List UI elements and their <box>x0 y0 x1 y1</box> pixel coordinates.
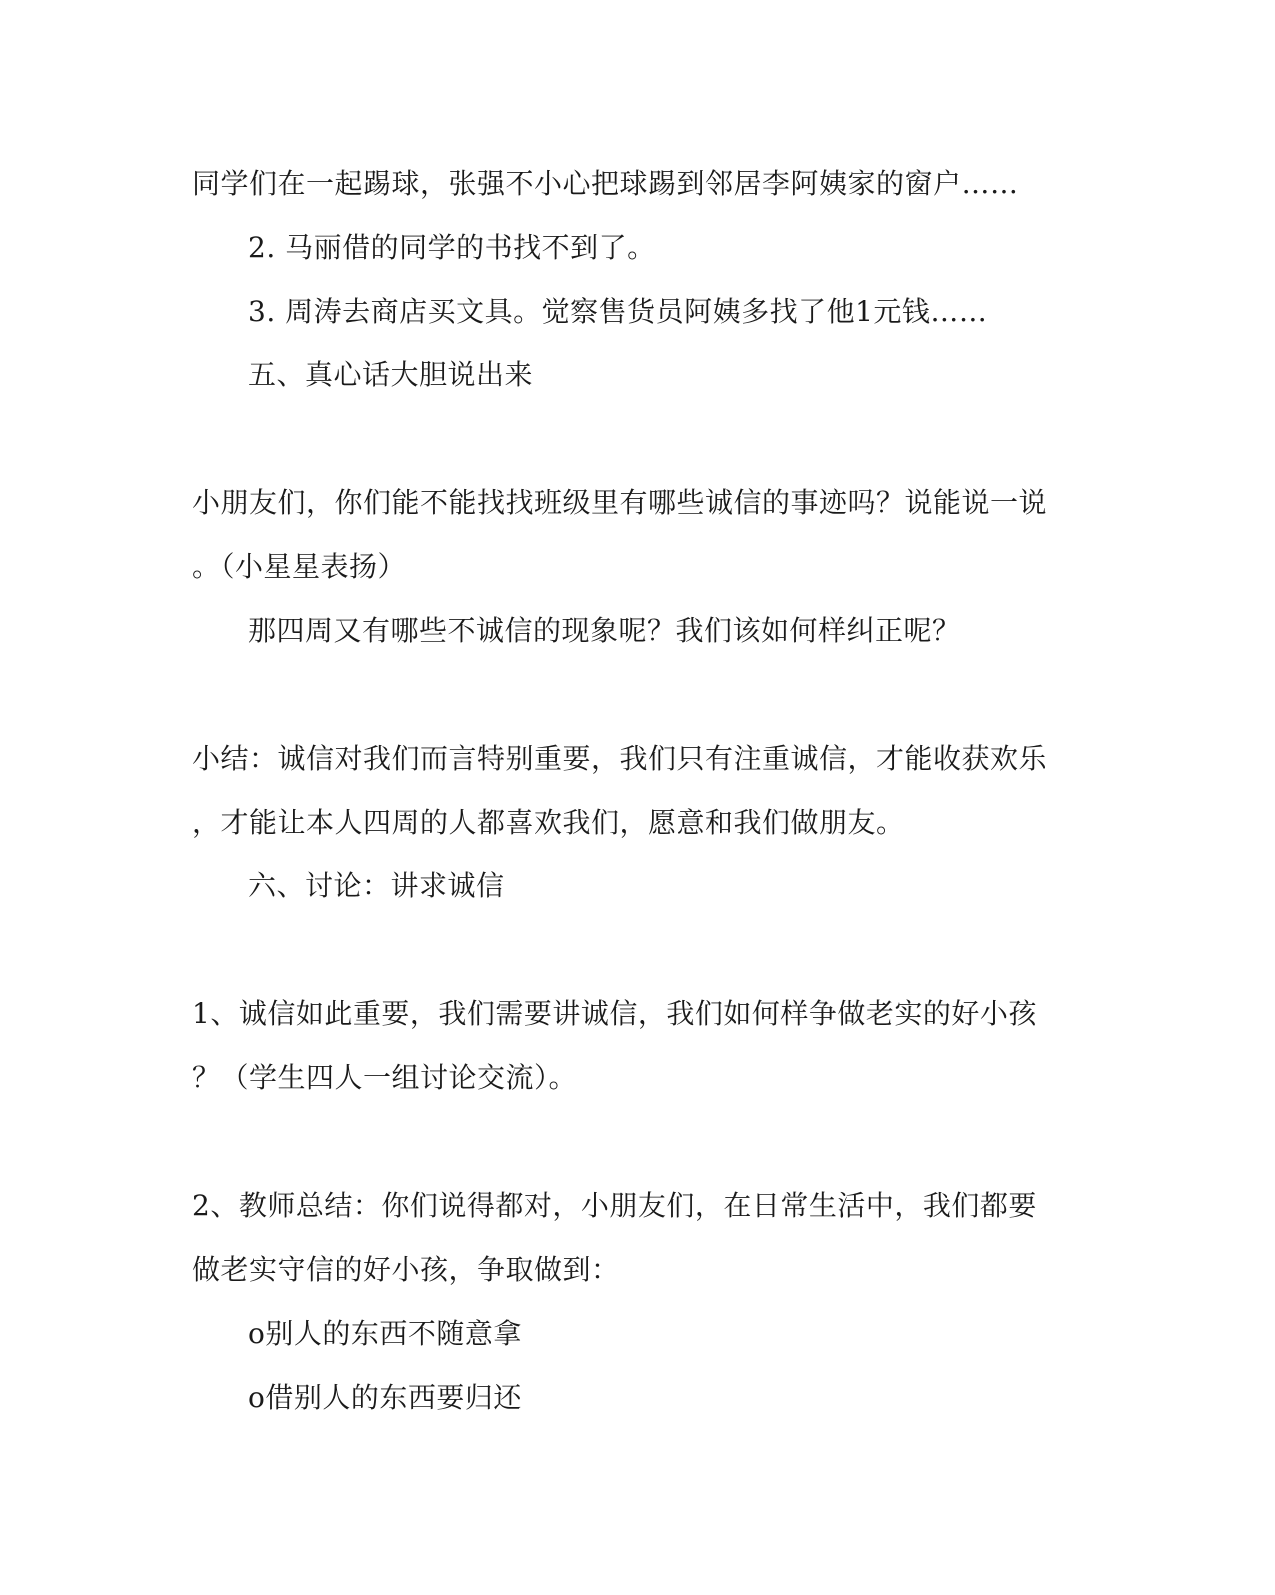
section-heading: 六、讨论：讲求诚信 <box>248 869 505 902</box>
paragraph-line: 同学们在一起踢球，张强不小心把球踢到邻居李阿姨家的窗户…… <box>192 167 1019 200</box>
list-item: 2. 马丽借的同学的书找不到了。 <box>248 231 656 264</box>
list-item: o别人的东西不随意拿 <box>248 1317 522 1350</box>
paragraph-line: 那四周又有哪些不诚信的现象呢？我们该如何样纠正呢？ <box>248 614 961 647</box>
paragraph-line: 1、诚信如此重要，我们需要讲诚信，我们如何样争做老实的好小孩 <box>192 997 1037 1030</box>
paragraph-line: 。（小星星表扬） <box>192 550 407 583</box>
paragraph-line: 小结：诚信对我们而言特别重要，我们只有注重诚信，才能收获欢乐 <box>192 742 1048 775</box>
paragraph-line: 做老实守信的好小孩，争取做到： <box>192 1253 620 1286</box>
paragraph-line: 小朋友们，你们能不能找找班级里有哪些诚信的事迹吗？说能说一说 <box>192 486 1048 519</box>
paragraph-line: 2、教师总结：你们说得都对，小朋友们，在日常生活中，我们都要 <box>192 1189 1037 1222</box>
paragraph-line: ，才能让本人四周的人都喜欢我们，愿意和我们做朋友。 <box>192 806 905 839</box>
list-item: 3. 周涛去商店买文具。觉察售货员阿姨多找了他1元钱…… <box>248 295 988 328</box>
list-item: o借别人的东西要归还 <box>248 1381 522 1414</box>
paragraph-line: ？（学生四人一组讨论交流）。 <box>192 1061 578 1094</box>
section-heading: 五、真心话大胆说出来 <box>248 358 534 391</box>
